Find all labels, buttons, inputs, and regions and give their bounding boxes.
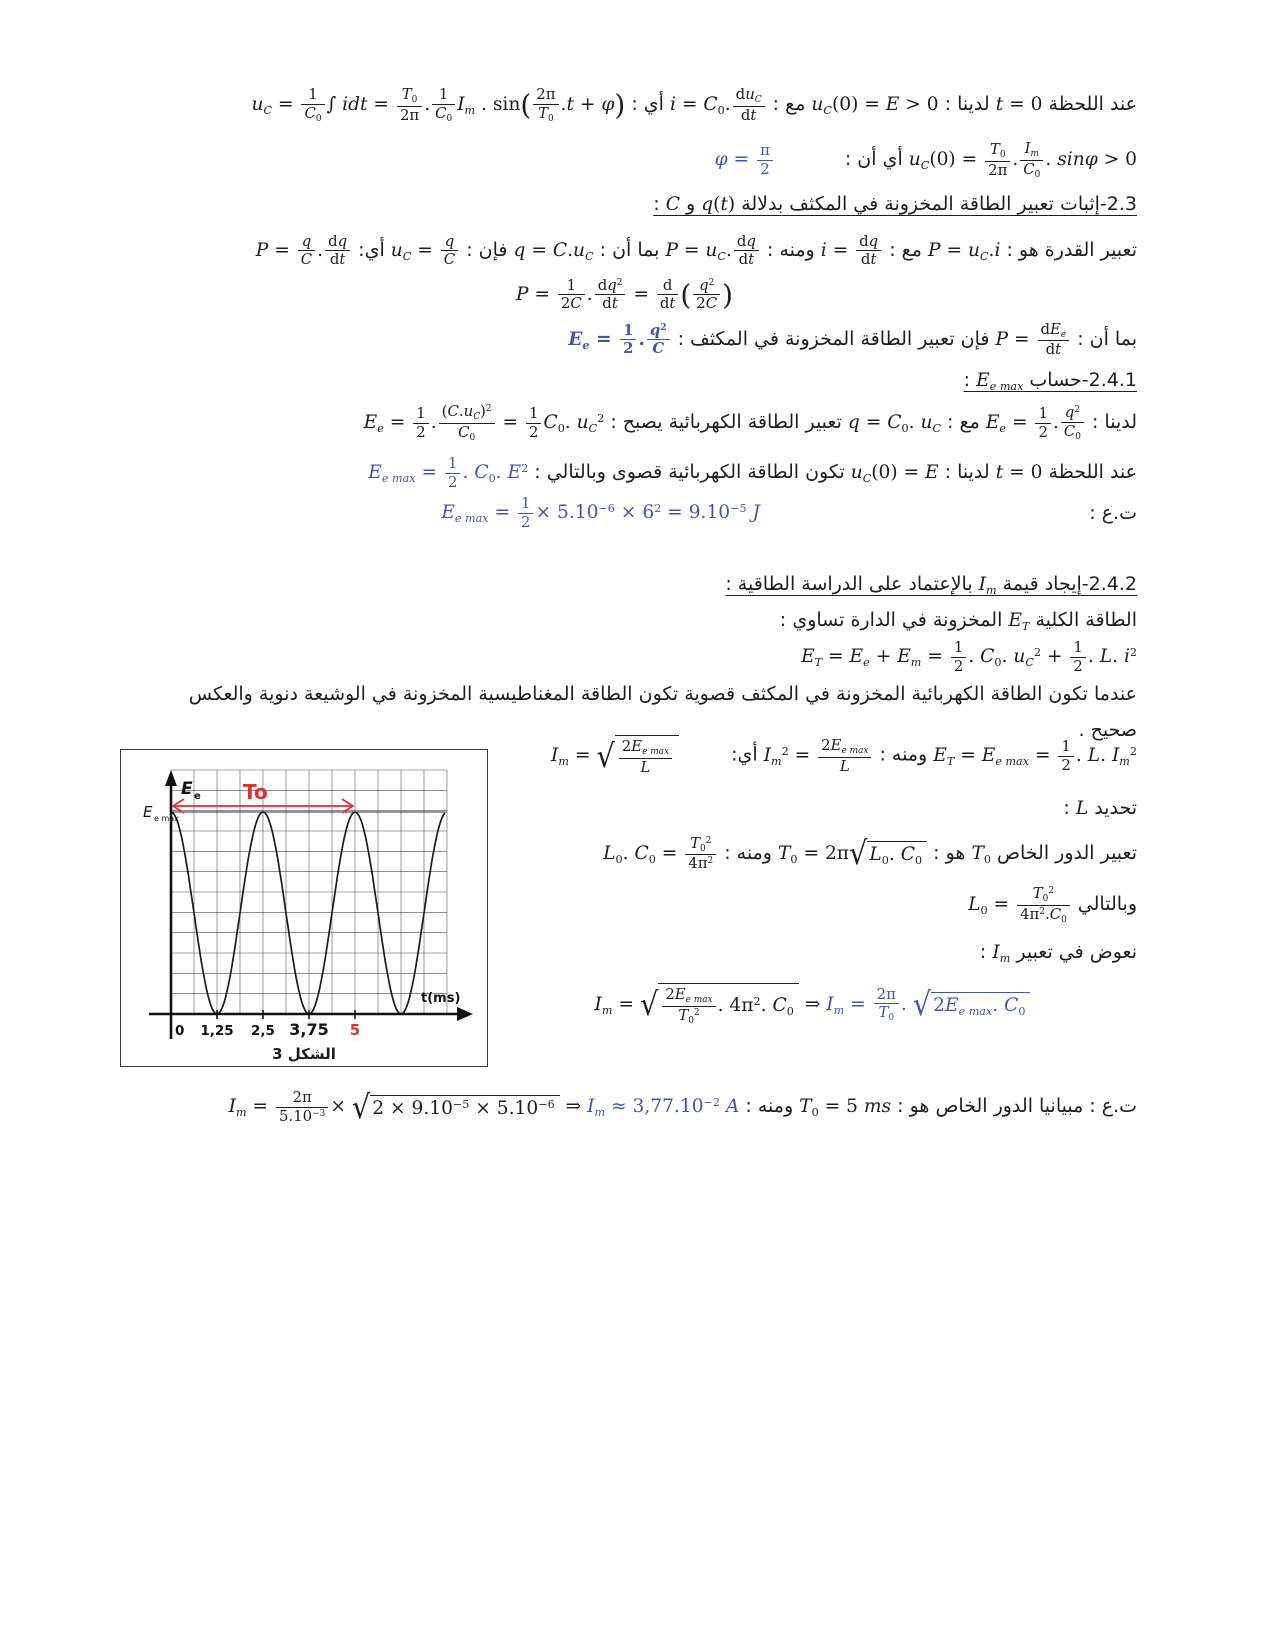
figure-3-box — [120, 749, 488, 1067]
heading-2-4-2: 2.4.2-إيجاد قيمة $I_m$ بالإعتماد على الدراسة الطاقية : — [725, 573, 1137, 598]
line-period-expression: تعبير الدور الخاص $T_0$ هو : $T_0 = 2\pi$ √ $L_0$. $C_0$ ومنه : $L_0$. $C_0$ = $\frac{T_0^2}{4\pi^2}$ — [603, 833, 1137, 873]
line-power-expression: تعبير القدرة هو : $P = u_C.i$ مع : i = $\frac{dq}{dt}$ ومنه : $P = u_C$. $\frac{dq}{dt}$ بما أن : $q = C.u_C$ فإن : $u_C$ = $\frac{q}{C}$ أي: P = $\frac{q}{C}$ . $\frac{dq}{dt}$ — [255, 231, 1137, 269]
equation-power-derivative: P = $\frac{1}{2C}$ . $\frac{dq^2}{dt}$ = $\frac{d}{dt}$ ( $\frac{q^2}{2C}$ ) — [515, 275, 734, 313]
line-L0-result: وبالتالي $L_0$ = $\frac{T_0^2}{4\pi^2.C_0}$ — [968, 883, 1137, 925]
ymax-label-sub: e max — [154, 814, 179, 824]
eemax-numeric-result: $E_{e max}$ = $\frac{1}{2}$ × $5.10^{-6} \times 6^2 = 9.10^{-5}$ J — [441, 494, 760, 531]
line-eemax-numeric — [112, 495, 1137, 531]
x-axis — [149, 1007, 473, 1021]
right-derivation-column — [488, 735, 1137, 1067]
line-uc-integral: عند اللحظة t = 0 لدينا : $u_C(0) = E > 0$ مع : $i = C_0$. $du_C$ dt أي : $u_C$ = $\frac{1}{C_0}$ ∫ idt = $\frac{T_0}{2\pi}$ . $\frac{1}{C_0}$ $I_m$ . sin( $\frac{2\pi}{T_0}$ .t + φ) — [251, 85, 1137, 124]
ymax-label: E — [143, 803, 153, 822]
heading-2-4-1: 2.4.1-حساب $E_{e max}$ : — [963, 369, 1137, 393]
line-im-from-energy: $E_T = E_{e max}$ = $\frac{1}{2}$ . L. $I_m^2$ ومنه : $I_m^2$ = $2E_{e max}$ L أي: $I_m$ = √ $2E_{e max}$ L — [550, 735, 1137, 777]
equation-im-final: $I_m$ = √ $2E_{e max}$ $T_0^2$ . $4\pi^2$. $C_0$ ⇒ $I_m$ = $\frac{2\pi}{T_0}$ . √ $2E_{e max}$. $C_0$ — [488, 983, 1137, 1026]
x-tick-label: 2,5 — [251, 1023, 275, 1040]
y-axis-label-sub: e — [194, 791, 201, 803]
x-axis-label: t(ms) — [421, 991, 461, 1007]
line-determine-L: تحديد L : — [1063, 796, 1137, 819]
x-tick-label: 5 — [349, 1021, 361, 1040]
y-axis — [165, 770, 177, 1039]
y-axis-label: E — [181, 779, 193, 800]
line-eemax-expression: عند اللحظة t = 0 لدينا : $u_C(0) = E$ تكون الطاقة الكهربائية قصوى وبالتالي : $E_{e max}$ = $\frac{1}{2}$ . $C_0$. $E^2$ — [368, 454, 1137, 491]
line-substitute-im: نعوض في تعبير $I_m$ : — [979, 941, 1137, 966]
figure-caption: الشكل 3 — [272, 1045, 336, 1064]
period-label: To — [243, 780, 268, 805]
phase-condition-math: $u_C(0)$ = $\frac{T_0}{2\pi}$ . $\frac{I_m}{C_0}$ . sinφ > 0 أي أن : — [844, 139, 1137, 180]
line-ee-becomes: لدينا : $E_e$ = $\frac{1}{2}$ . $\frac{q^2}{C_0}$ مع : $q = C_0$. $u_C$ تعبير الطاقة الكهربائية يصبح : $E_e$ = $\frac{1}{2}$ . $\frac{(C.u_C)^2}{C_0}$ = $\frac{1}{2}$ $C_0$. $u_C^2$ — [363, 401, 1137, 443]
x-tick-label: 0 — [175, 1023, 185, 1040]
line-phase-condition — [112, 140, 1137, 180]
line-energy-expression: بما أن : P = $dE_e$ dt فإن تعبير الطاقة المخزونة في المكثف : $E_e$ = $\frac{1}{2}$ . $\frac{q^2}{C}$ — [568, 319, 1137, 359]
line-im-numeric: ت.ع : مبيانيا الدور الخاص هو : $T_0 = 5$ ms ومنه : $I_m$ = $\frac{2\pi}{5.10^{-3}}$ × √ $2 \times 9.10^{-5} \times 5.10^{-6}$ ⇒ $I_m \approx 3,77.10^{-2}$ A — [228, 1087, 1137, 1127]
x-tick-label: 1,25 — [200, 1023, 234, 1040]
x-tick-label: 3,75 — [289, 1020, 329, 1040]
paragraph-energy-exchange-end: صحيح . — [1078, 719, 1137, 742]
line-total-energy-intro: الطاقة الكلية $E_T$ المخزونة في الدارة تساوي : — [779, 609, 1137, 634]
heading-2-3: 2.3-إثبات تعبير الطاقة المخزونة في المكثف بدلالة q(t) و C : — [653, 192, 1137, 215]
paragraph-energy-exchange: عندما تكون الطاقة الكهربائية المخزونة في المكثف قصوية تكون الطاقة المغناطيسية المخزونة في الوشيعة دنوية والعكس — [188, 683, 1137, 706]
numeric-application-label: ت.ع : — [1089, 502, 1137, 525]
energy-graph — [121, 752, 481, 1040]
energy-curve — [171, 812, 445, 1014]
equation-total-energy: $E_T = E_e + E_m$ = $\frac{1}{2}$ . $C_0$. $u_C^2$ + $\frac{1}{2}$ . L. $i^2$ — [801, 638, 1137, 675]
phase-result: φ = $\frac{\pi}{2}$ — [715, 142, 775, 178]
figure-and-derivation-row — [112, 735, 1137, 1067]
